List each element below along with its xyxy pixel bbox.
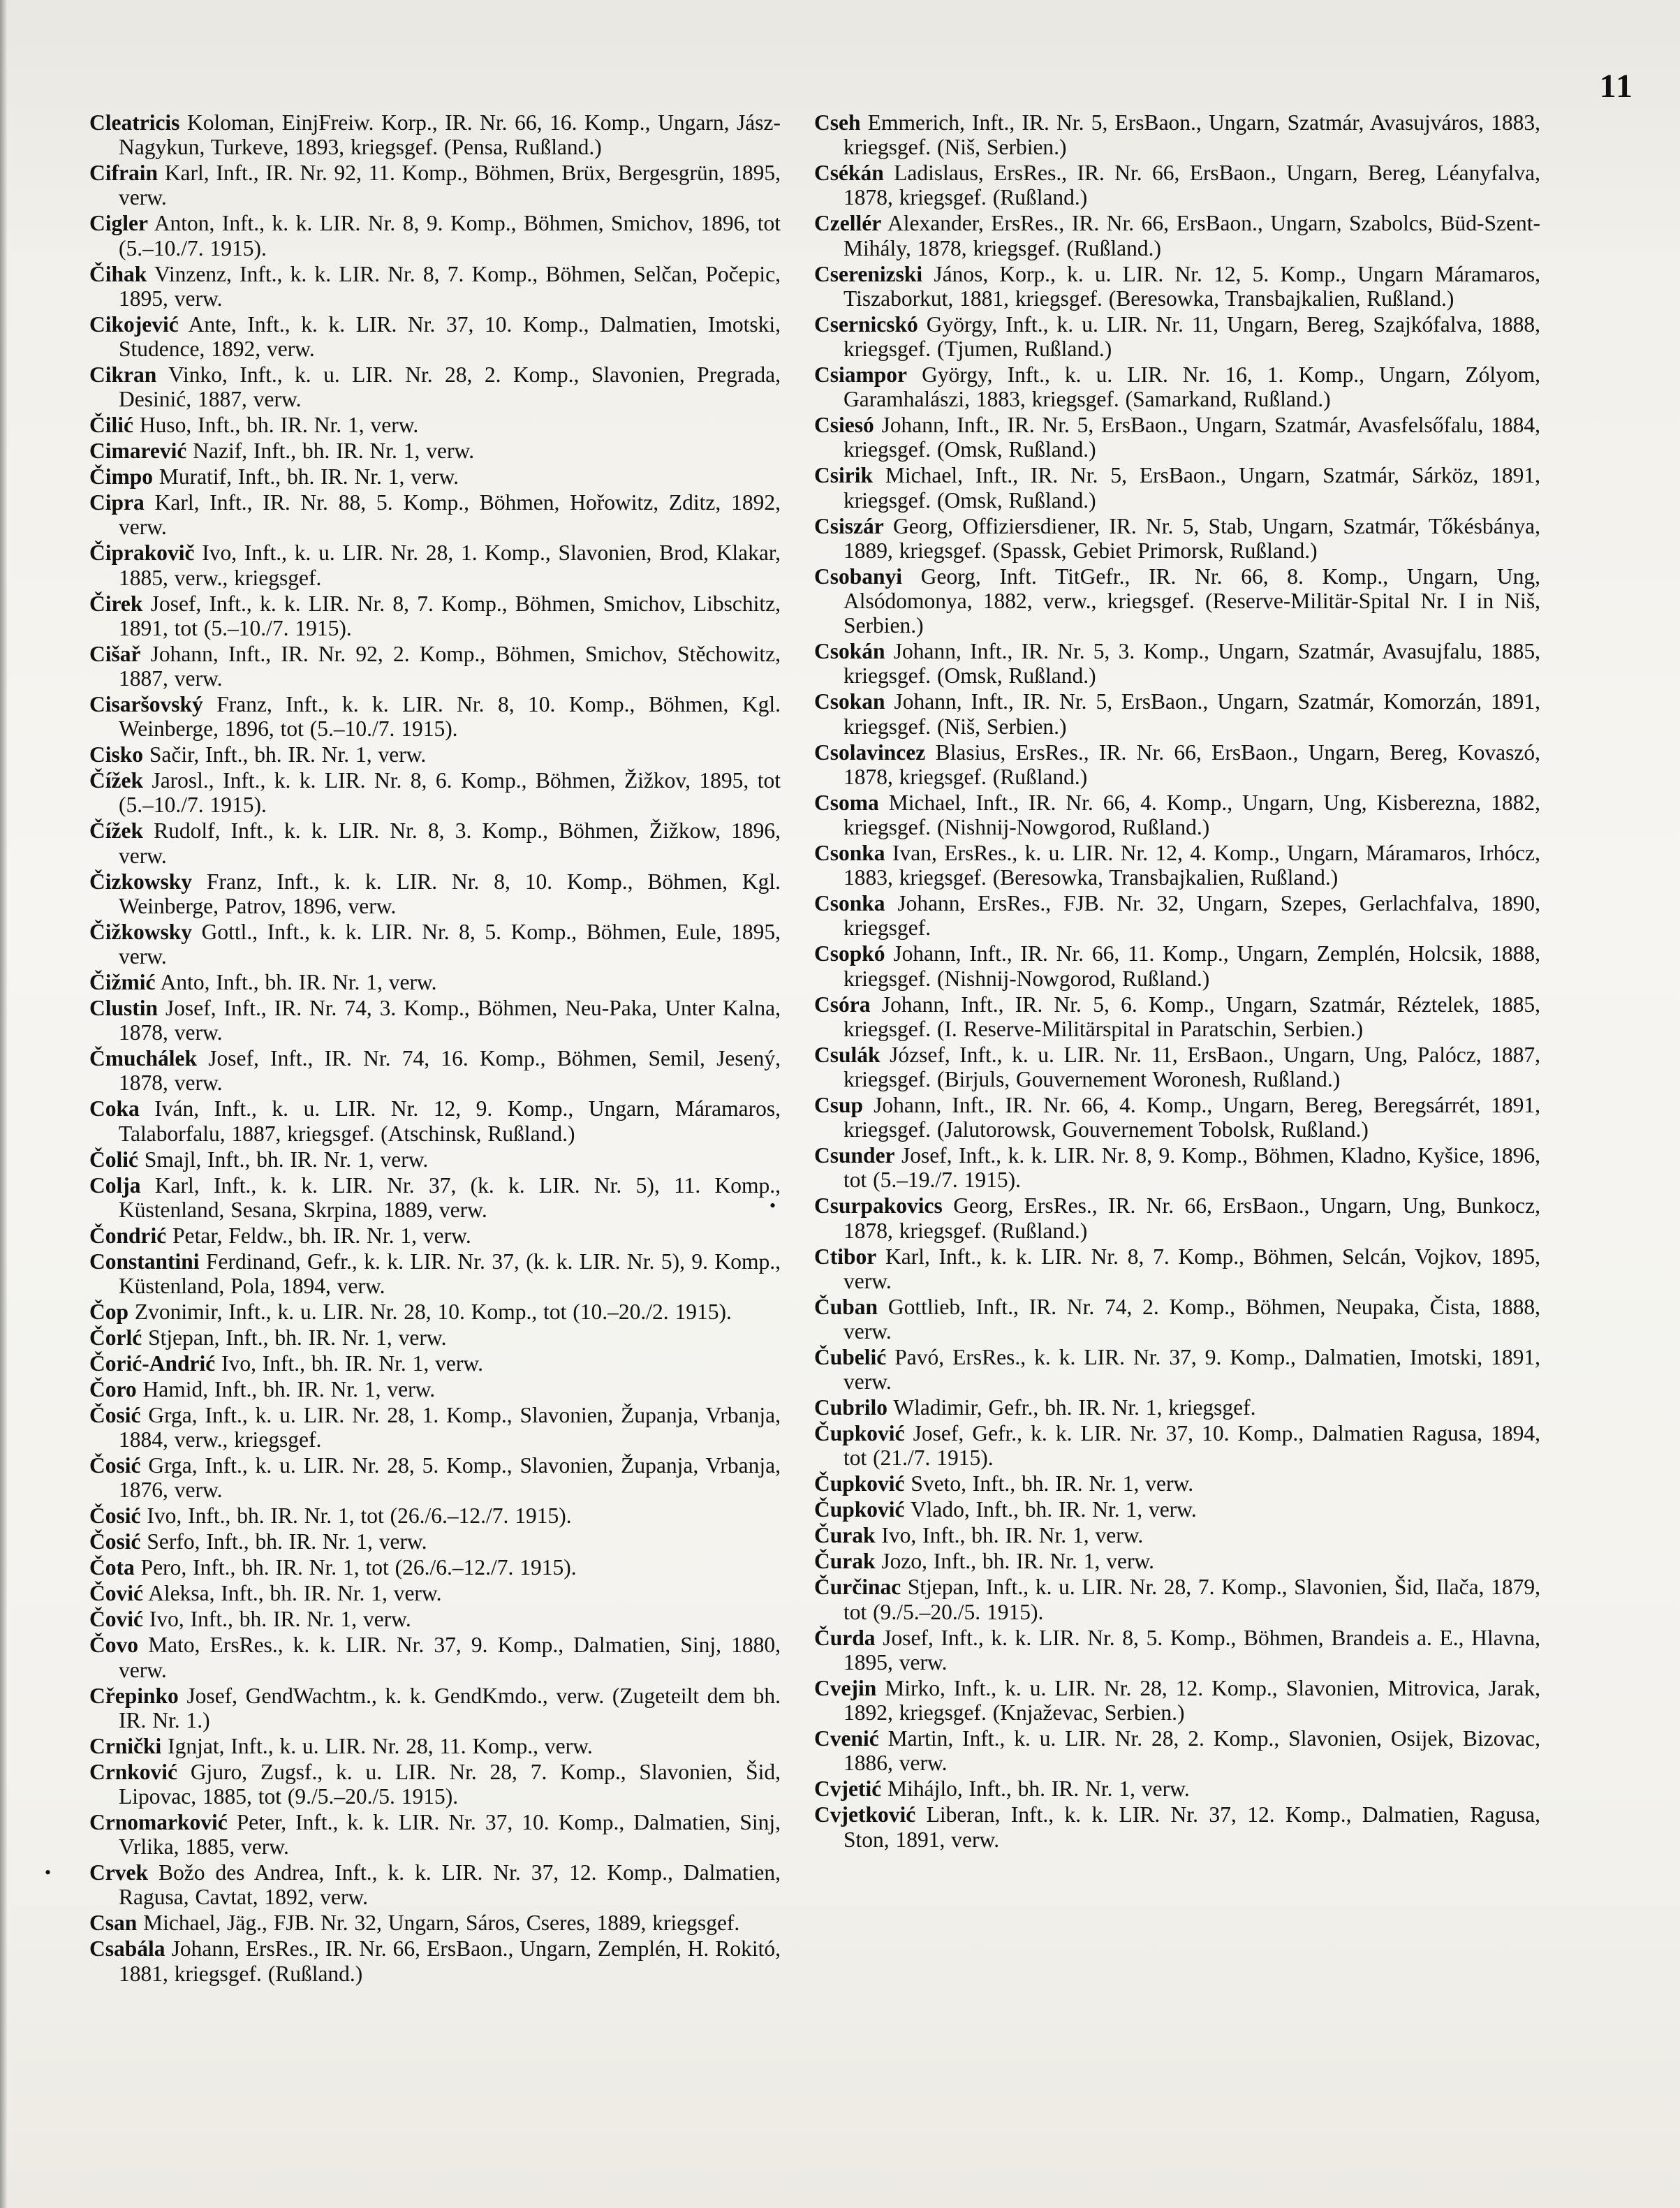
entry-surname: Cikran [89,362,157,388]
entry-surname: Cifrain [89,161,158,186]
register-entry [89,1249,781,1298]
register-entry [89,312,781,361]
register-entry [814,312,1540,361]
register-entry [89,692,781,741]
register-entry [89,1325,781,1350]
entry-details: József, Inft., k. u. LIR. Nr. 11, ErsBaon., Ungarn, Ung, Palócz, 1887, kriegsgef. (Birjuls, Gouvernement Woronesh, Rußland.) [843,1042,1541,1092]
register-entry [89,1046,781,1095]
entry-surname: Čoro [89,1377,137,1402]
entry-surname: Csokan [814,689,885,714]
entry-surname: Ctibor [814,1244,877,1269]
entry-surname: Čosić [89,1529,141,1554]
entry-details: Karl, Inft., k. k. LIR. Nr. 8, 7. Komp., Böhmen, Selcán, Vojkov, 1895, verw. [843,1244,1540,1293]
entry-details: Johann, Inft., IR. Nr. 66, 4. Komp., Ungarn, Bereg, Beregsárrét, 1891, kriegsgef. (Jalutorowsk, Gouvernement Tobolsk, Rußland.) [843,1093,1540,1142]
register-entry [814,689,1540,738]
entry-details: Ivo, Inft., bh. IR. Nr. 1, verw. [149,1607,411,1632]
register-entry [814,639,1540,688]
register-entry [814,1093,1540,1142]
register-entry [89,1555,781,1580]
entry-details: Johann, Inft., IR. Nr. 5, 6. Komp., Ungarn, Szatmár, Réztelek, 1885, kriegsgef. (I. Reserve-Militärspital in Paratschin, Serbien.) [843,992,1541,1041]
register-entry [89,742,781,767]
register-entry [814,941,1540,990]
entry-surname: Čolić [89,1147,138,1172]
register-entry [814,1345,1540,1394]
register-entry [814,1776,1540,1801]
register-entry [814,1244,1540,1293]
entry-surname: Čupković [814,1497,905,1522]
entry-surname: Cipra [89,490,145,515]
register-entry [814,1395,1540,1420]
entry-surname: Čizkowsky [89,869,193,894]
entry-surname: Cišař [89,641,141,666]
entry-details: Petar, Feldw., bh. IR. Nr. 1, verw. [172,1223,471,1248]
entry-details: Josef, GendWachtm., k. k. GendKmdo., verw. (Zugeteilt dem bh. IR. Nr. 1.) [119,1683,781,1732]
entry-surname: Clustin [89,996,159,1021]
register-entry [814,891,1540,940]
entry-details: Josef, Inft., k. k. LIR. Nr. 8, 9. Komp., Böhmen, Kladno, Kyšice, 1896, tot (5.–19./7. 1915). [843,1143,1541,1193]
register-entry [89,1936,781,1985]
entry-details: Alexander, ErsRes., IR. Nr. 66, ErsBaon., Ungarn, Szabolcs, Büd-Szent-Mihály, 1878, kriegsgef. (Rußland.) [843,211,1541,260]
entry-details: Nazif, Inft., bh. IR. Nr. 1, verw. [193,439,475,464]
register-entry [89,1173,781,1222]
entry-details: Johann, Inft., IR. Nr. 5, ErsBaon., Ungarn, Szatmár, Komorzán, 1891, kriegsgef. (Niš, Serbien.) [843,689,1540,739]
entry-details: Mato, ErsRes., k. k. LIR. Nr. 37, 9. Komp., Dalmatien, Sinj, 1880, verw. [119,1633,781,1682]
register-entry [814,413,1540,462]
entry-surname: Csolavincez [814,739,926,765]
register-entry [89,1760,781,1809]
entry-surname: Čurčinac [814,1575,901,1600]
entry-surname: Csonka [814,891,885,916]
entry-surname: Crnički [89,1733,162,1758]
entry-surname: Csan [89,1911,138,1936]
entry-details: Mirko, Inft., k. u. LIR. Nr. 28, 12. Komp., Slavonien, Mitrovica, Jarak, 1892, kriegsgef. (Knjaževac, Serbien.) [843,1675,1540,1725]
register-entry [814,1549,1540,1573]
entry-details: Michael, Inft., IR. Nr. 5, ErsBaon., Ungarn, Szatmár, Sárköz, 1891, kriegsgef. (Omsk, Rußland.) [843,463,1540,513]
register-entry [814,740,1540,789]
entry-details: Georg, ErsRes., IR. Nr. 66, ErsBaon., Ungarn, Ung, Bunkocz, 1878, kriegsgef. (Rußland.) [843,1193,1540,1243]
register-entry [89,211,781,260]
register-entry [89,1223,781,1248]
entry-surname: Csulák [814,1042,880,1067]
entry-surname: Čorić-Andrić [89,1351,216,1376]
entry-surname: Cisaršovský [89,692,203,717]
entry-surname: Csopkó [814,941,885,966]
entry-details: Karl, Inft., IR. Nr. 92, 11. Komp., Böhmen, Brüx, Bergesgrün, 1895, verw. [119,161,781,210]
register-entry [814,1497,1540,1522]
entry-details: Anton, Inft., k. k. LIR. Nr. 8, 9. Komp., Böhmen, Smichov, 1896, tot (5.–10./7. 1915). [119,211,781,260]
entry-surname: Čondrić [89,1223,167,1248]
register-entry [814,110,1540,159]
entry-surname: Čilić [89,413,133,438]
register-entry [814,1421,1540,1470]
register-entry [89,920,781,969]
entry-surname: Cleatricis [89,110,180,135]
entry-details: Emmerich, Inft., IR. Nr. 5, ErsBaon., Ungarn, Szatmár, Avasujváros, 1883, kriegsgef. (Niš, Serbien.) [843,110,1541,160]
register-entry [89,161,781,209]
register-entry [814,992,1540,1041]
entry-details: Koloman, EinjFreiw. Korp., IR. Nr. 66, 16. Komp., Ungarn, Jász-Nagykun, Turkeve, 1893, kriegsgef. (Pensa, Rußland.) [119,110,781,160]
entry-surname: Cubrilo [814,1395,888,1420]
register-entry: • Crvek Božo des Andrea, Inft., k. k. LIR. Nr. 37, 12. Komp., Dalmatien, Ragusa, Cavtat, 1892, verw. [45,1860,781,1910]
entry-details: Ivo, Inft., k. u. LIR. Nr. 28, 1. Komp., Slavonien, Brod, Klakar, 1885, verw., kriegsgef. [119,540,781,590]
entry-surname: Čiprakovič [89,540,195,566]
entry-surname: Cikojević [89,311,179,337]
register-entry [89,262,781,311]
register-entry [89,1607,781,1631]
register-entry [89,413,781,437]
register-entry [89,642,781,691]
entry-surname: Cvjetković [814,1802,916,1827]
entry-details: Gottlieb, Inft., IR. Nr. 74, 2. Komp., Böhmen, Neupaka, Čista, 1888, verw. [843,1294,1541,1344]
entry-surname: Csabála [89,1936,165,1962]
register-entry [89,1503,781,1528]
register-entry [89,1810,781,1859]
entry-surname: Csup [814,1093,864,1118]
entry-details: Johann, ErsRes., IR. Nr. 66, ErsBaon., Ungarn, Zemplén, H. Rokitó, 1881, kriegsgef. (Rußland.) [119,1936,781,1986]
entry-surname: Csóra [814,992,871,1017]
register-entry [814,1471,1540,1496]
register-entry [814,1575,1540,1624]
entry-details: Josef, Inft., k. k. LIR. Nr. 8, 5. Komp., Böhmen, Brandeis a. E., Hlavna, 1895, verw. [843,1625,1540,1675]
entry-surname: Csiesó [814,413,874,438]
register-entry [89,1529,781,1554]
entry-surname: Čižmić [89,970,156,995]
entry-details: Aleksa, Inft., bh. IR. Nr. 1, verw. [148,1581,442,1606]
register-entry [89,591,781,640]
entry-surname: Crvek [89,1860,148,1885]
entry-surname: Cřepinko [89,1683,179,1708]
entry-details: Ignjat, Inft., k. u. LIR. Nr. 28, 11. Komp., verw. [168,1733,593,1758]
entry-details: Georg, Offiziersdiener, IR. Nr. 5, Stab, Ungarn, Szatmár, Tőkésbánya, 1889, kriegsgef. (Spassk, Gebiet Primorsk, Rußland.) [843,513,1540,563]
register-entry [89,1147,781,1172]
entry-details: Karl, Inft., IR. Nr. 88, 5. Komp., Böhmen, Hořowitz, Zditz, 1892, verw. [119,490,781,540]
entry-details: Peter, Inft., k. k. LIR. Nr. 37, 10. Komp., Dalmatien, Sinj, Vrlika, 1885, verw. [119,1810,781,1860]
register-entry [814,841,1540,890]
entry-details: Pavó, ErsRes., k. k. LIR. Nr. 37, 9. Komp., Dalmatien, Imotski, 1891, verw. [843,1345,1541,1394]
entry-surname: Constantini [89,1249,200,1274]
register-entry [89,362,781,411]
entry-surname: Čižkowsky [89,919,193,944]
register-entry [89,540,781,589]
register-entry [89,110,781,159]
entry-surname: Čuban [814,1294,878,1319]
register-entry [89,768,781,817]
entry-details: Liberan, Inft., k. k. LIR. Nr. 37, 12. Komp., Dalmatien, Ragusa, Ston, 1891, verw. [843,1802,1540,1852]
entry-details: Ladislaus, ErsRes., IR. Nr. 66, ErsBaon., Ungarn, Bereg, Léanyfalva, 1878, kriegsgef. (Rußland.) [843,161,1540,210]
register-entry [89,996,781,1045]
register-entry [89,1377,781,1401]
entry-details: Johann, Inft., IR. Nr. 66, 11. Komp., Ungarn, Zemplén, Holcsik, 1888, kriegsgef. (Nishnij-Nowgorod, Rußland.) [843,941,1540,991]
entry-surname: Čihak [89,261,147,286]
entry-surname: Csokán [814,639,885,664]
entry-surname: Csunder [814,1143,895,1168]
entry-details: Hamid, Inft., bh. IR. Nr. 1, verw. [142,1377,436,1402]
entry-details: Josef, Inft., IR. Nr. 74, 16. Komp., Böhmen, Semil, Jesený, 1878, verw. [119,1046,781,1096]
entry-details: György, Inft., k. u. LIR. Nr. 11, Ungarn, Bereg, Szajkófalva, 1888, kriegsgef. (Tjumen, Rußland.) [843,311,1541,362]
entry-details: Johann, ErsRes., FJB. Nr. 32, Ungarn, Szepes, Gerlachfalva, 1890, kriegsgef. [843,891,1540,941]
entry-details: Ivan, ErsRes., k. u. LIR. Nr. 12, 4. Komp., Ungarn, Máramaros, Irhócz, 1883, kriegsgef. (Beresowka, Transbajkalien, Rußland.) [843,841,1541,890]
entry-surname: Čosić [89,1453,141,1478]
entry-details: Johann, Inft., IR. Nr. 5, ErsBaon., Ungarn, Szatmár, Avasfelsőfalu, 1884, kriegsgef. (Omsk, Rußland.) [843,413,1541,462]
register-entry [814,362,1540,411]
entry-surname: Colja [89,1172,141,1198]
entry-surname: Cvenić [814,1726,879,1751]
entry-surname: Čović [89,1581,143,1606]
register-entry [89,1581,781,1605]
entry-surname: Čížek [89,768,143,793]
entry-details: Smajl, Inft., bh. IR. Nr. 1, verw. [144,1147,429,1172]
entry-details: Stjepan, Inft., k. u. LIR. Nr. 28, 7. Komp., Slavonien, Šid, Ilača, 1879, tot (9./5.–20./5. 1915). [843,1575,1540,1624]
entry-surname: Čop [89,1300,129,1325]
entry-surname: Cvejin [814,1675,877,1700]
entry-surname: Csiszár [814,513,884,538]
entry-details: Zvonimir, Inft., k. u. LIR. Nr. 28, 10. Komp., tot (10.–20./2. 1915). [134,1300,732,1325]
entry-details: Serfo, Inft., bh. IR. Nr. 1, verw. [147,1529,427,1554]
entry-details: Wladimir, Gefr., bh. IR. Nr. 1, kriegsgef. [893,1395,1256,1420]
register-entry [814,1726,1540,1775]
entry-details: Ante, Inft., k. k. LIR. Nr. 37, 10. Komp., Dalmatien, Imotski, Studence, 1892, verw. [119,311,781,362]
register-entry [814,1676,1540,1725]
entry-surname: Čota [89,1555,135,1580]
entry-details: Ivo, Inft., bh. IR. Nr. 1, verw. [221,1351,483,1376]
entry-details: Grga, Inft., k. u. LIR. Nr. 28, 5. Komp., Slavonien, Županja, Vrbanja, 1876, verw. [119,1453,781,1503]
register-entry [814,463,1540,512]
register-entry [89,490,781,539]
entry-details: Johann, Inft., IR. Nr. 92, 2. Komp., Böhmen, Smichov, Stěchowitz, 1887, verw. [119,641,781,691]
register-entry [89,1911,781,1935]
entry-details: Ivo, Inft., bh. IR. Nr. 1, verw. [881,1523,1144,1548]
right-column [769,110,1541,1853]
entry-surname: Cisko [89,742,144,767]
entry-surname: Cseh [814,110,861,135]
entry-details: Jozo, Inft., bh. IR. Nr. 1, verw. [881,1549,1155,1574]
entry-surname: Crnomarković [89,1810,228,1835]
register-entry [89,1351,781,1376]
register-entry [814,161,1540,209]
entry-details: Sveto, Inft., bh. IR. Nr. 1, verw. [911,1471,1194,1496]
entry-surname: Čmuchálek [89,1046,198,1071]
register-entry [814,1626,1540,1675]
register-entry [89,1300,781,1324]
entry-details: Georg, Inft. TitGefr., IR. Nr. 66, 8. Komp., Ungarn, Ung, Alsódomonya, 1882, verw., kriegsgef. (Reserve-Militär-Spital Nr. I in Niš, Serbien.) [843,564,1541,638]
page-edge-shadow [0,0,7,2208]
entry-details: Gjuro, Zugsf., k. u. LIR. Nr. 28, 7. Komp., Slavonien, Šid, Lipovac, 1885, tot (9./5.–20./5. 1915). [119,1759,781,1809]
entry-surname: Cserenizski [814,261,923,286]
entry-details: Božo des Andrea, Inft., k. k. LIR. Nr. 37, 12. Komp., Dalmatien, Ragusa, Cavtat, 1892, verw. [119,1860,781,1910]
entry-surname: Čurda [814,1625,876,1650]
entry-surname: Coka [89,1096,140,1121]
register-entry [89,1633,781,1681]
entry-surname: Csirik [814,463,874,488]
entry-details: Vinko, Inft., k. u. LIR. Nr. 28, 2. Komp., Slavonien, Pregrada, Desinić, 1887, verw. [119,362,781,412]
register-entry [89,970,781,994]
entry-details: Johann, Inft., IR. Nr. 5, 3. Komp., Ungarn, Szatmár, Avasujfalu, 1885, kriegsgef. (Omsk, Rußland.) [843,639,1540,689]
entry-surname: Čorlć [89,1325,142,1350]
entry-surname: Čirek [89,591,143,616]
entry-surname: Crnković [89,1759,177,1784]
entry-details: Karl, Inft., k. k. LIR. Nr. 37, (k. k. LIR. Nr. 5), 11. Komp., Küstenland, Sesana, Skrpina, 1889, verw. [119,1172,781,1222]
entry-surname: Čosić [89,1503,141,1529]
page-number: 11 [1599,68,1634,105]
register-entry [89,439,781,463]
entry-surname: Čubelić [814,1345,887,1370]
entry-surname: Čosić [89,1403,141,1428]
register-entry [89,1453,781,1502]
entry-details: Muratif, Inft., bh. IR. Nr. 1, verw. [159,464,459,490]
entry-details: János, Korp., k. u. LIR. Nr. 12, 5. Komp., Ungarn Máramaros, Tiszaborkut, 1881, kriegsgef. (Beresowka, Transbajkalien, Rußland.) [843,261,1541,311]
entry-surname: Cigler [89,211,148,236]
entry-details: Ferdinand, Gefr., k. k. LIR. Nr. 37, (k. k. LIR. Nr. 5), 9. Komp., Küstenland, Pola, 1894, verw. [119,1249,781,1299]
register-entry [89,1684,781,1732]
entry-surname: Čurak [814,1523,876,1548]
entry-details: Michael, Inft., IR. Nr. 66, 4. Komp., Ungarn, Ung, Kisberezna, 1882, kriegsgef. (Nishnij-Nowgorod, Rußland.) [843,790,1541,840]
register-entry [89,1096,781,1145]
entry-surname: Csurpakovics [814,1193,943,1219]
entry-surname: Csobanyi [814,564,903,589]
entry-details: Josef, Inft., IR. Nr. 74, 3. Komp., Böhmen, Neu-Paka, Unter Kalna, 1878, verw. [119,996,781,1045]
entry-surname: Csonka [814,841,885,866]
entry-details: Franz, Inft., k. k. LIR. Nr. 8, 10. Komp., Böhmen, Kgl. Weinberge, Patrov, 1896, verw. [119,869,781,918]
left-column [45,110,781,1987]
entry-details: Martin, Inft., k. u. LIR. Nr. 28, 2. Komp., Slavonien, Osijek, Bizovac, 1886, verw. [843,1726,1541,1776]
register-entry [814,564,1540,638]
register-entry [814,1043,1540,1091]
entry-surname: Cimarević [89,439,187,464]
entry-surname: Čović [89,1607,143,1632]
entry-surname: Cvjetić [814,1776,882,1802]
entry-surname: Čimpo [89,464,154,490]
register-entry [89,818,781,867]
entry-details: Josef, Inft., k. k. LIR. Nr. 8, 7. Komp., Böhmen, Smichov, Libschitz, 1891, tot (5.–10./7. 1915). [119,591,781,640]
entry-details: Stjepan, Inft., bh. IR. Nr. 1, verw. [148,1325,447,1350]
entry-details: Gottl., Inft., k. k. LIR. Nr. 8, 5. Komp., Böhmen, Eule, 1895, verw. [119,919,781,969]
register-entry [814,1143,1540,1192]
register-entry [814,262,1540,311]
entry-surname: Čupković [814,1421,905,1446]
entry-details: Rudolf, Inft., k. k. LIR. Nr. 8, 3. Komp., Böhmen, Žižkow, 1896, verw. [119,818,781,868]
entry-surname: Csoma [814,790,879,815]
register-entry [89,869,781,918]
entry-details: Ivo, Inft., bh. IR. Nr. 1, tot (26./6.–12./7. 1915). [147,1503,572,1529]
entry-details: Franz, Inft., k. k. LIR. Nr. 8, 10. Komp., Böhmen, Kgl. Weinberge, 1896, tot (5.–10./7. 1915). [119,692,781,742]
register-entry: • Csurpakovics Georg, ErsRes., IR. Nr. 66, ErsBaon., Ungarn, Ung, Bunkocz, 1878, kriegsgef. (Rußland.) [769,1193,1540,1243]
entry-surname: Csékán [814,161,884,186]
entry-details: Michael, Jäg., FJB. Nr. 32, Ungarn, Sáros, Cseres, 1889, kriegsgef. [143,1911,740,1936]
entry-details: Josef, Gefr., k. k. LIR. Nr. 37, 10. Komp., Dalmatien Ragusa, 1894, tot (21./7. 1915). [843,1421,1540,1471]
entry-details: Pero, Inft., bh. IR. Nr. 1, tot (26./6.–12./7. 1915). [140,1555,577,1580]
entry-details: Mihájlo, Inft., bh. IR. Nr. 1, verw. [887,1776,1190,1802]
entry-surname: Čupković [814,1471,905,1496]
register-entry [89,1734,781,1758]
entry-surname: Čurak [814,1549,876,1574]
entry-details: György, Inft., k. u. LIR. Nr. 16, 1. Komp., Ungarn, Zólyom, Garamhalászi, 1883, kriegsgef. (Samarkand, Rußland.) [843,362,1541,412]
entry-details: Iván, Inft., k. u. LIR. Nr. 12, 9. Komp., Ungarn, Máramaros, Talaborfalu, 1887, kriegsgef. (Atschinsk, Rußland.) [119,1096,781,1146]
entry-surname: Czellér [814,211,882,236]
entry-details: Anto, Inft., bh. IR. Nr. 1, verw. [160,970,437,995]
entry-surname: Čížek [89,818,143,844]
entry-surname: Csernicskó [814,311,918,337]
register-entry [814,1802,1540,1851]
register-entry [814,211,1540,260]
register-entry [814,1295,1540,1344]
entry-surname: Csiampor [814,362,907,388]
register-entry [814,790,1540,839]
register-entry [89,464,781,489]
register-entry [89,1403,781,1452]
entry-details: Huso, Inft., bh. IR. Nr. 1, verw. [139,413,419,438]
register-entry [814,514,1540,563]
register-entry [814,1523,1540,1547]
entry-details: Jarosl., Inft., k. k. LIR. Nr. 8, 6. Komp., Böhmen, Žižkov, 1895, tot (5.–10./7. 1915). [119,768,781,818]
entry-details: Grga, Inft., k. u. LIR. Nr. 28, 1. Komp., Slavonien, Županja, Vrbanja, 1884, verw., kriegsgef. [119,1403,781,1452]
entry-details: Vlado, Inft., bh. IR. Nr. 1, verw. [910,1497,1197,1522]
entry-details: Sačir, Inft., bh. IR. Nr. 1, verw. [149,742,427,767]
entry-surname: Čovo [89,1633,138,1658]
entry-details: Vinzenz, Inft., k. k. LIR. Nr. 8, 7. Komp., Böhmen, Selčan, Počepic, 1895, verw. [119,261,781,311]
entry-details: Blasius, ErsRes., IR. Nr. 66, ErsBaon., Ungarn, Bereg, Kovaszó, 1878, kriegsgef. (Rußland.) [843,739,1541,789]
